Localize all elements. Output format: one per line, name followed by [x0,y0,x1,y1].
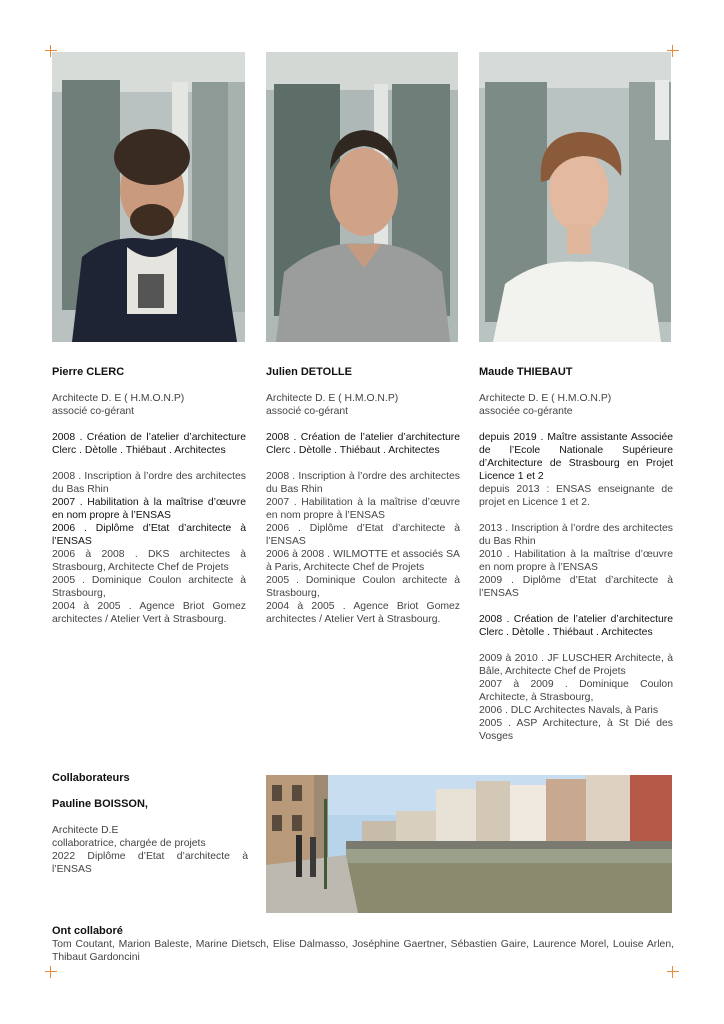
cv-line: 2005 . Dominique Coulon architecte à Strasbourg, [266,575,460,599]
cv-line: 2010 . Habilitation à la maîtrise d’œuvre en nom propre à l’ENSAS [479,549,673,573]
cv-line: 2007 à 2009 . Dominique Coulon Architecte, à Strasbourg, [479,679,673,703]
ont-collabore-names: Tom Coutant, Marion Baleste, Marine Dietsch, Elise Dalmasso, Joséphine Gaertner, Sébastien Gaire, Laurence Morel, Louise Arlen, Thibaut Gardoncini [52,939,674,963]
creation-line: 2008 . Création de l’atelier d’architecture Clerc . Dètolle . Thiébaut . Architectes [479,614,673,638]
ont-collabore-section [52,925,674,964]
cv-line: 2013 . Inscription à l’ordre des architectes du Bas Rhin [479,523,673,547]
collaborator-role: collaboratrice, chargée de projets [52,838,206,849]
cv-line: 2007 . Habilitation à la maîtrise d’œuvre en nom propre à l’ENSAS [52,497,246,521]
collaborators-heading: Collaborateurs [52,772,130,784]
person-role: associé co-gérant [52,406,135,417]
cv-line: 2005 . ASP Architecture, à St Dié des Vosges [479,718,673,742]
cv-line: 2006 . DLC Architectes Navals, à Paris [479,705,659,716]
crop-mark-bottom-left [45,966,57,978]
person-name: Julien DETOLLE [266,366,352,378]
cv-line: 2009 à 2010 . JF LUSCHER Architecte, à Bâle, Architecte Chef de Projets [479,653,673,677]
profile-maude-thiebaut [479,366,673,743]
cv-line: 2006 . Diplôme d’Etat d’architecte à l’ENSAS [266,523,460,547]
strasbourg-canal-photo [266,775,672,913]
cv-line: 2006 . Diplôme d’Etat d’architecte à l’ENSAS [52,523,246,547]
person-title: Architecte D. E ( H.M.O.N.P) [52,393,185,404]
person-title: Architecte D. E ( H.M.O.N.P) [479,393,612,404]
cv-line: 2004 à 2005 . Agence Briot Gomez architectes / Atelier Vert à Strasbourg. [52,601,246,625]
collaborator-diploma: 2022 Diplôme d’Etat d’architecte à l’ENSAS [52,851,248,875]
ont-collabore-heading: Ont collaboré [52,925,123,937]
cv-line: 2006 à 2008 . WILMOTTE et associés SA à Paris, Architecte Chef de Projets [266,549,460,573]
cv-line: 2007 . Habilitation à la maîtrise d’œuvre en nom propre à l’ENSAS [266,497,460,521]
cv-line: 2004 à 2005 . Agence Briot Gomez architectes / Atelier Vert à Strasbourg. [266,601,460,625]
cv-line: 2006 à 2008 . DKS architectes à Strasbourg, Architecte Chef de Projets [52,549,246,573]
creation-line: 2008 . Création de l’atelier d’architecture Clerc . Dètolle . Thiébaut . Architectes [266,432,460,456]
crop-mark-bottom-right [667,966,679,978]
person-role: associée co-gérante [479,406,573,417]
cv-line: 2005 . Dominique Coulon architecte à Strasbourg, [52,575,246,599]
person-role: associé co-gérant [266,406,349,417]
portrait-julien-detolle [266,52,458,342]
teaching-line: depuis 2013 : ENSAS enseignante de projet en Licence 1 et 2. [479,484,673,508]
portrait-maude-thiebaut [479,52,671,342]
collaborator-title: Architecte D.E [52,825,119,836]
cv-line: 2008 . Inscription à l’ordre des architectes du Bas Rhin [266,471,460,495]
profile-pierre-clerc [52,366,246,626]
collaborator-name: Pauline BOISSON, [52,798,148,810]
teaching-line: depuis 2019 . Maître assistante Associée de l’Ecole Nationale Supérieure d’Architecture de Strasbourg en Projet Licence 1 et 2 [479,432,673,482]
cv-line: 2009 . Diplôme d’Etat d’architecte à l’ENSAS [479,575,673,599]
person-name: Pierre CLERC [52,366,125,378]
collaborators-section [52,772,248,876]
person-name: Maude THIEBAUT [479,366,573,378]
profile-julien-detolle [266,366,460,626]
creation-line: 2008 . Création de l’atelier d’architecture Clerc . Dètolle . Thiébaut . Architectes [52,432,246,456]
portrait-pierre-clerc [52,52,245,342]
cv-line: 2008 . Inscription à l’ordre des architectes du Bas Rhin [52,471,246,495]
person-title: Architecte D. E ( H.M.O.N.P) [266,393,399,404]
